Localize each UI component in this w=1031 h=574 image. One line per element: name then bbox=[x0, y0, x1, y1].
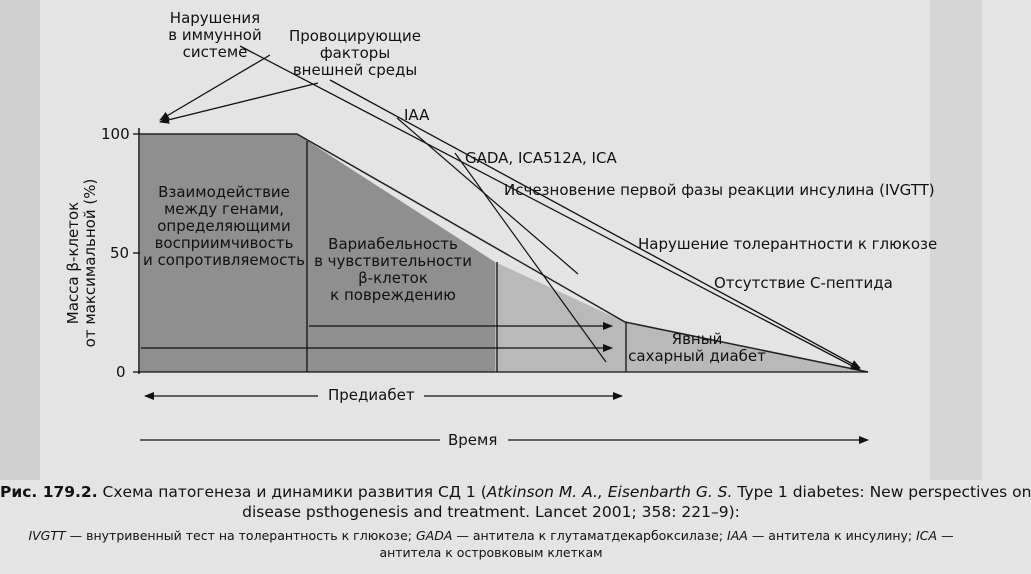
caption-rest: Type 1 diabetes: New perspectives on bbox=[737, 483, 1031, 501]
abbr-ivgtt-term: IVGTT bbox=[28, 528, 66, 543]
y-tick-label-50: 50 bbox=[110, 244, 130, 262]
immune-arrow bbox=[160, 55, 270, 120]
environment-label: Провоцирующие факторы внешней среды bbox=[288, 27, 422, 79]
ivgtt-label: Исчезновение первой фазы реакции инсулина (IVGTT) bbox=[504, 181, 935, 199]
iaa-label: IAA bbox=[404, 106, 430, 124]
abbr-iaa-def: — антитела к инсулину; bbox=[751, 528, 913, 543]
y-axis-label bbox=[65, 163, 99, 363]
caption-text: Схема патогенеза и динамики развития СД 1 ( bbox=[102, 483, 487, 501]
figure-caption bbox=[0, 482, 1031, 522]
abbr-iaa-term: IAA bbox=[727, 528, 748, 543]
time-label: Время bbox=[448, 431, 498, 449]
abbr-ica-def: — bbox=[941, 528, 954, 543]
abbreviations bbox=[0, 527, 982, 561]
y-tick-label-100: 100 bbox=[101, 125, 130, 143]
abbreviations-line2: антитела к островковым клеткам bbox=[379, 545, 603, 560]
prediabetes-label: Предиабет bbox=[328, 386, 415, 404]
caption-prefix: Рис. 179.2. bbox=[0, 483, 98, 501]
diabetes-region-label: Явный сахарный диабет bbox=[628, 330, 766, 365]
variability-region-label: Вариабельность в чувствительности β-клеток к повреждению bbox=[314, 235, 472, 304]
abbreviations-line1 bbox=[0, 527, 982, 544]
caption-line2: disease psthogenesis and treatment. Lancet 2001; 358: 221–9): bbox=[242, 503, 740, 521]
y-axis-label-line2: от максимальной (%) bbox=[81, 178, 99, 348]
abbr-gada-def: — антитела к глутаматдекарбоксилазе; bbox=[456, 528, 724, 543]
environment-arrow bbox=[160, 83, 318, 122]
caption-authors: Atkinson M. A., Eisenbarth G. S. bbox=[486, 483, 733, 501]
glucose-tolerance-label: Нарушение толерантности к глюкозе bbox=[638, 235, 938, 253]
gada-label: GADA, ICA512A, ICA bbox=[465, 149, 617, 167]
abbr-gada-term: GADA bbox=[415, 528, 453, 543]
caption-line1 bbox=[0, 482, 1031, 502]
genes-region-label: Взаимодействие между генами, определяющими восприимчивость и сопротивляемость bbox=[143, 183, 305, 269]
c-peptide-label: Отсутствие С-пептида bbox=[714, 274, 893, 292]
y-tick-label-0: 0 bbox=[116, 363, 126, 381]
immune-label: Нарушения в иммунной системе bbox=[168, 9, 262, 61]
y-axis-label-line1: Масса β-клеток bbox=[64, 201, 82, 325]
abbr-ivgtt-def: — внутривенный тест на толерантность к глюкозе; bbox=[69, 528, 412, 543]
abbr-ica-term: ICA bbox=[916, 528, 938, 543]
